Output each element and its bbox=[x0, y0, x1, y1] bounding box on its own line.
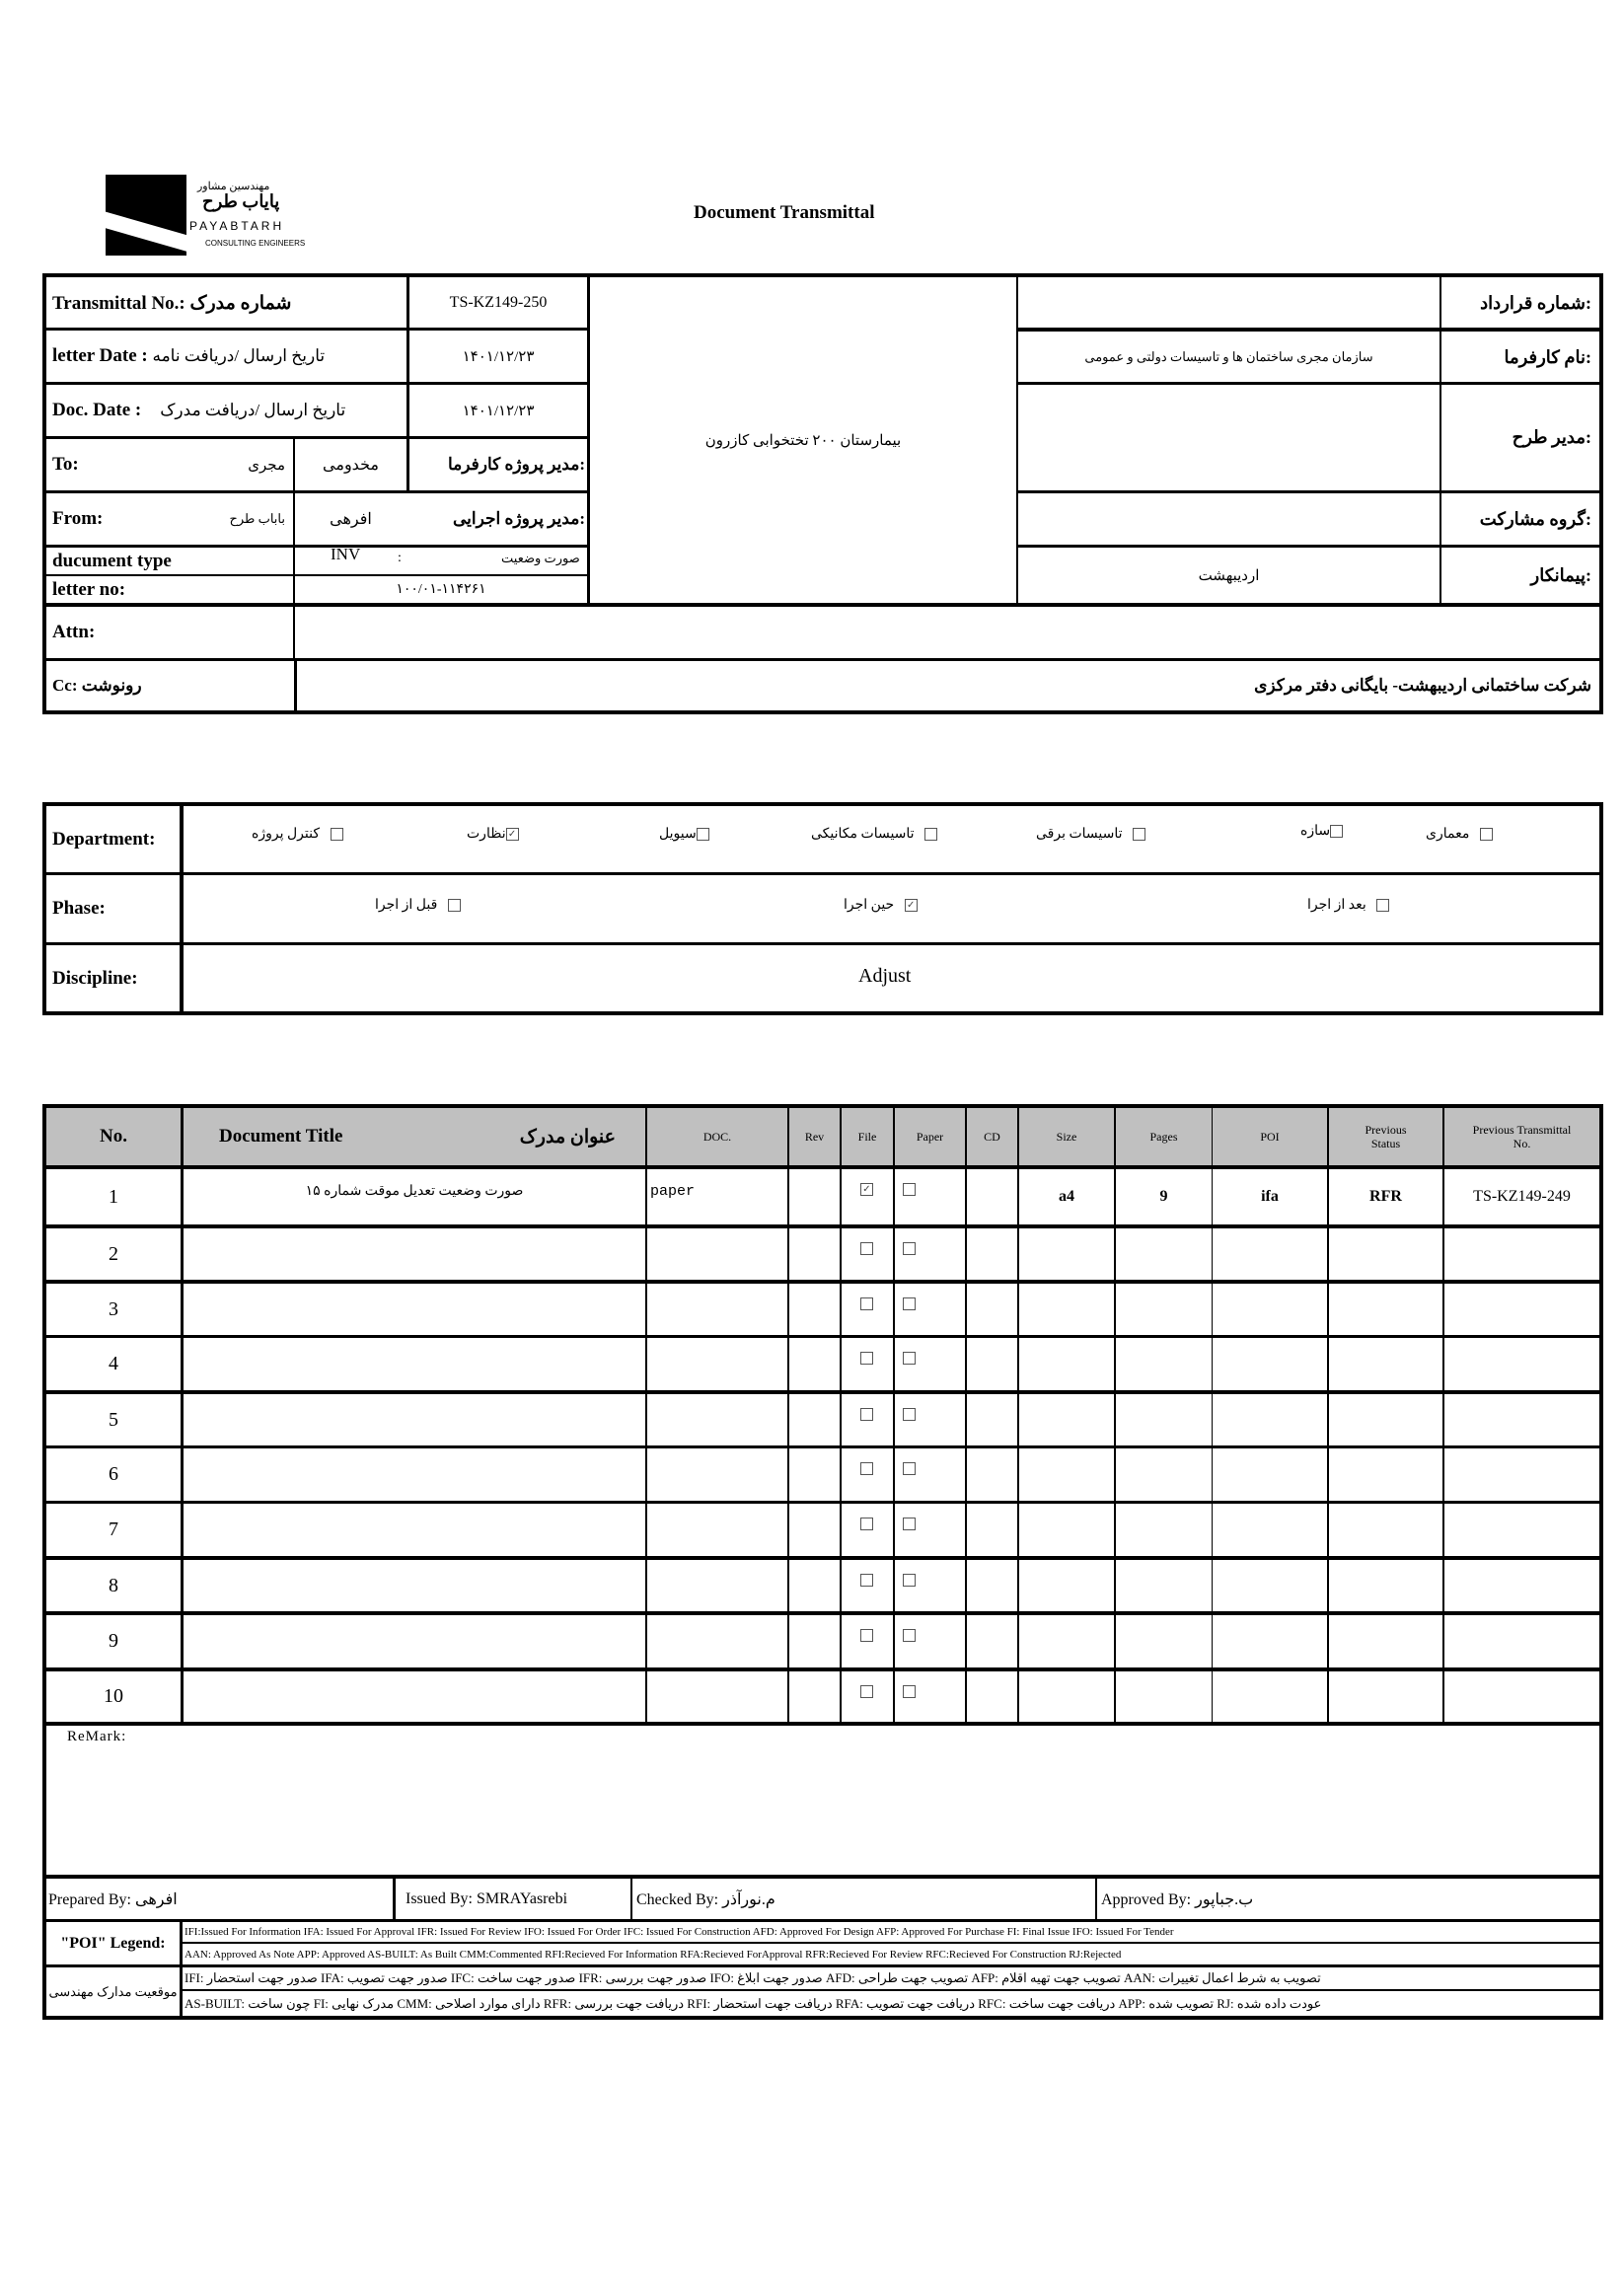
contractor-value: اردیبهشت bbox=[1198, 567, 1260, 584]
cell-doc bbox=[647, 1615, 787, 1667]
cell-prev-status bbox=[1329, 1448, 1442, 1501]
attn-label: Attn: bbox=[52, 622, 96, 642]
cell-title bbox=[184, 1671, 645, 1722]
cell-paper[interactable] bbox=[895, 1448, 965, 1501]
cell-rev bbox=[789, 1671, 840, 1722]
cell-cd bbox=[967, 1448, 1017, 1501]
cell-paper[interactable] bbox=[895, 1338, 965, 1390]
logo-farsi-name: پایاب طرح bbox=[202, 191, 280, 211]
checkbox-icon[interactable] bbox=[1376, 899, 1389, 912]
col-header-no: No. bbox=[100, 1126, 127, 1147]
cell-no: 7 bbox=[109, 1518, 118, 1540]
checkbox-icon[interactable] bbox=[860, 1408, 873, 1421]
cell-no: 1 bbox=[109, 1185, 118, 1208]
to-value: مجری bbox=[248, 457, 285, 474]
cell-size bbox=[1019, 1615, 1114, 1667]
contract-no-value bbox=[1018, 277, 1439, 329]
col-header-file: File bbox=[857, 1129, 877, 1144]
cell-prev-status: RFR bbox=[1369, 1188, 1402, 1205]
cell-title: صورت وضعیت تعدیل موقت شماره ۱۵ bbox=[305, 1184, 524, 1199]
cell-paper[interactable] bbox=[895, 1560, 965, 1611]
col-header-title-en: Document Title bbox=[219, 1126, 343, 1147]
cell-rev bbox=[789, 1169, 840, 1224]
cell-prev-transmittal bbox=[1444, 1560, 1599, 1611]
attn-value bbox=[297, 607, 1599, 658]
cell-paper[interactable] bbox=[895, 1169, 965, 1224]
plan-manager-label: مدیر طرح: bbox=[1512, 427, 1591, 447]
issued-by: Issued By: SMRAYasrebi bbox=[406, 1889, 568, 1907]
cell-doc bbox=[647, 1338, 787, 1390]
cell-prev-transmittal: TS-KZ149-249 bbox=[1473, 1188, 1571, 1205]
col-header-pages: Pages bbox=[1149, 1129, 1178, 1144]
checkbox-checked-icon[interactable]: ✓ bbox=[905, 899, 918, 912]
cell-prev-transmittal bbox=[1444, 1338, 1599, 1390]
col-header-size: Size bbox=[1056, 1129, 1077, 1144]
col-header-rev: Rev bbox=[804, 1129, 825, 1144]
cell-pages bbox=[1116, 1504, 1212, 1556]
checkbox-icon[interactable] bbox=[1480, 828, 1493, 841]
department-option-supervision[interactable]: ✓نظارت bbox=[467, 826, 519, 843]
cell-size bbox=[1019, 1504, 1114, 1556]
cell-pages bbox=[1116, 1615, 1212, 1667]
page-title: Document Transmittal bbox=[694, 202, 875, 223]
cell-prev-status bbox=[1329, 1228, 1442, 1280]
cell-poi bbox=[1213, 1394, 1327, 1445]
department-label: Department: bbox=[52, 828, 156, 850]
approved-by: Approved By: ب.جباپور bbox=[1101, 1890, 1254, 1908]
department-option-civil[interactable]: سیویل bbox=[659, 826, 709, 843]
cell-prev-transmittal bbox=[1444, 1615, 1599, 1667]
cc-value: شرکت ساختمانی اردیبهشت- بایگانی دفتر مرکزی bbox=[1254, 676, 1591, 695]
letter-date-value: ۱۴۰۱/۱۲/۲۳ bbox=[462, 348, 535, 365]
client-pm-label: مدیر پروژه کارفرما: bbox=[447, 455, 585, 474]
cell-cd bbox=[967, 1228, 1017, 1280]
cell-no: 5 bbox=[109, 1408, 118, 1431]
contractor-label: پیمانکار: bbox=[1530, 564, 1591, 585]
cell-file[interactable] bbox=[842, 1228, 893, 1280]
location-legend-line-1: IFI: صدور جهت استحضار IFA: صدور جهت تصویب IFC: صدور جهت ساخت IFR: صدور جهت بررسی IFO: صدور جهت ابلاغ AFD: تصویب جهت طراحی AFP: تصویب جهت تهیه اقلام AAN: تصویب به شرط اعمال تغییرات bbox=[185, 1970, 1321, 1985]
project-name: بیمارستان ۲۰۰ تختخوابی کازرون bbox=[704, 432, 902, 449]
discipline-value: Adjust bbox=[858, 965, 912, 987]
cell-no: 6 bbox=[109, 1463, 118, 1485]
cell-pages bbox=[1116, 1228, 1212, 1280]
cell-pages bbox=[1116, 1338, 1212, 1390]
cell-rev bbox=[789, 1228, 840, 1280]
cell-cd bbox=[967, 1615, 1017, 1667]
to-person: مخدومی bbox=[323, 457, 379, 474]
cell-size bbox=[1019, 1284, 1114, 1335]
cell-file[interactable] bbox=[842, 1169, 893, 1224]
cell-prev-transmittal bbox=[1444, 1284, 1599, 1335]
cell-doc bbox=[647, 1448, 787, 1501]
cell-no: 10 bbox=[104, 1685, 123, 1707]
cell-cd bbox=[967, 1169, 1017, 1224]
cell-pages bbox=[1116, 1284, 1212, 1335]
cell-size bbox=[1019, 1560, 1114, 1611]
cell-prev-status bbox=[1329, 1560, 1442, 1611]
cell-cd bbox=[967, 1338, 1017, 1390]
cc-label: Cc: رونوشت bbox=[52, 676, 142, 695]
phase-option-after[interactable]: بعد از اجرا bbox=[1307, 897, 1389, 914]
cell-pages bbox=[1116, 1671, 1212, 1722]
department-option-electrical[interactable]: تاسیسات برقی bbox=[1036, 826, 1145, 843]
exec-pm-label: مدیر پروژه اجرایی: bbox=[453, 509, 585, 528]
poi-legend-line-1: IFI:Issued For Information IFA: Issued For Approval IFR: Issued For Review IFO: Issued For Order IFC: Issued For Construction AFD: Approved For Design AFP: Approved For Purchase FI: Final Issue IFO: Issued For Tender bbox=[185, 1926, 1174, 1938]
cell-title bbox=[184, 1394, 645, 1445]
cell-prev-transmittal bbox=[1444, 1671, 1599, 1722]
cell-title bbox=[184, 1338, 645, 1390]
checkbox-icon[interactable] bbox=[903, 1242, 916, 1255]
checkbox-checked-icon[interactable]: ✓ bbox=[860, 1183, 873, 1196]
phase-option-during[interactable]: ✓ حین اجرا bbox=[844, 897, 918, 914]
logo-farsi-top: مهندسین مشاور bbox=[197, 181, 270, 192]
checkbox-icon[interactable] bbox=[860, 1352, 873, 1365]
checkbox-checked-icon[interactable]: ✓ bbox=[506, 828, 519, 841]
checkbox-icon[interactable] bbox=[697, 828, 709, 841]
cell-paper[interactable] bbox=[895, 1504, 965, 1556]
cell-poi bbox=[1213, 1284, 1327, 1335]
phase-option-before[interactable]: قبل از اجرا bbox=[375, 897, 461, 914]
cell-doc bbox=[647, 1671, 787, 1722]
doc-date-label-fa: تاریخ ارسال /دریافت مدرک bbox=[160, 401, 346, 419]
cell-file[interactable] bbox=[842, 1504, 893, 1556]
letter-date-label-fa: تاریخ ارسال /دریافت نامه bbox=[152, 346, 326, 365]
cell-pages bbox=[1116, 1448, 1212, 1501]
letter-no-value: ۱۰۰/۰۱-۱۱۴۲۶۱ bbox=[396, 582, 486, 597]
doc-date-label bbox=[46, 385, 406, 436]
checkbox-icon[interactable] bbox=[860, 1685, 873, 1698]
cell-paper[interactable] bbox=[895, 1394, 965, 1445]
logo-tagline: CONSULTING ENGINEERS bbox=[205, 239, 306, 248]
col-header-doc: DOC. bbox=[702, 1129, 732, 1144]
cell-size bbox=[1019, 1338, 1114, 1390]
cell-paper[interactable] bbox=[895, 1284, 965, 1335]
remark-label: ReMark: bbox=[67, 1729, 127, 1744]
cell-rev bbox=[789, 1284, 840, 1335]
logo-mark-icon bbox=[106, 175, 186, 256]
cell-prev-status bbox=[1329, 1504, 1442, 1556]
cell-cd bbox=[967, 1560, 1017, 1611]
cell-poi bbox=[1213, 1338, 1327, 1390]
cell-prev-transmittal bbox=[1444, 1228, 1599, 1280]
cell-file[interactable] bbox=[842, 1394, 893, 1445]
col-header-poi: POI bbox=[1260, 1129, 1280, 1144]
cell-poi bbox=[1213, 1504, 1327, 1556]
cell-prev-status bbox=[1329, 1615, 1442, 1667]
cell-prev-status bbox=[1329, 1394, 1442, 1445]
checkbox-icon[interactable] bbox=[924, 828, 937, 841]
letter-date-label-en: letter Date : bbox=[52, 345, 148, 366]
company-logo bbox=[99, 168, 326, 261]
from-value: باباب طرح bbox=[229, 511, 285, 526]
cell-size: a4 bbox=[1059, 1188, 1074, 1205]
department-option-project-control[interactable]: کنترل پروژه bbox=[252, 826, 343, 843]
checkbox-icon[interactable] bbox=[860, 1462, 873, 1475]
cell-title bbox=[184, 1560, 645, 1611]
from-person: افرهی bbox=[330, 511, 372, 528]
cell-doc bbox=[647, 1504, 787, 1556]
cell-prev-transmittal bbox=[1444, 1394, 1599, 1445]
location-legend-line-2: AS-BUILT: چون ساخت FI: مدرک نهایی CMM: دارای موارد اصلاحی RFR: دریافت جهت بررسی RFI: دریافت جهت استحضار RFA: دریافت جهت تصویب RFC: دریافت جهت ساخت APP: تصویب شده RJ: عودت داده شده bbox=[185, 1996, 1322, 2011]
cell-pages: 9 bbox=[1159, 1188, 1168, 1205]
cell-title bbox=[184, 1448, 645, 1501]
client-label: نام کارفرما: bbox=[1504, 346, 1591, 367]
col-header-cd: CD bbox=[984, 1129, 1000, 1144]
cell-no: 9 bbox=[109, 1630, 118, 1652]
checkbox-icon[interactable] bbox=[903, 1518, 916, 1530]
checkbox-icon[interactable] bbox=[860, 1518, 873, 1530]
doc-type-value: INV bbox=[331, 545, 361, 563]
cell-rev bbox=[789, 1448, 840, 1501]
doc-type-separator: : bbox=[398, 551, 402, 565]
cell-doc: paper bbox=[650, 1183, 696, 1200]
poi-legend-line-2: AAN: Approved As Note APP: Approved AS-BUILT: As Built CMM:Commented RFI:Recieved For Information RFA:Recieved ForApproval RFR:Recieved For Review RFC:Recieved For Construction RJ:Rejected bbox=[185, 1948, 1122, 1961]
cell-doc bbox=[647, 1284, 787, 1335]
checked-by: Checked By: م.نورآذر bbox=[636, 1890, 775, 1908]
cell-paper[interactable] bbox=[895, 1228, 965, 1280]
cell-prev-status bbox=[1329, 1338, 1442, 1390]
cell-poi bbox=[1213, 1615, 1327, 1667]
cell-poi bbox=[1213, 1560, 1327, 1611]
from-label: From: bbox=[52, 508, 104, 529]
partner-group-value bbox=[1018, 493, 1439, 545]
location-legend-label: موقعیت مدارک مهندسی bbox=[48, 1984, 178, 1999]
transmittal-no-label: Transmittal No.: شماره مدرک bbox=[52, 292, 292, 314]
cell-poi bbox=[1213, 1671, 1327, 1722]
letter-date-label bbox=[46, 331, 406, 382]
col-header-title bbox=[184, 1108, 645, 1165]
col-header-prev-status: Previous Status bbox=[1365, 1123, 1407, 1150]
cell-cd bbox=[967, 1394, 1017, 1445]
cell-file[interactable] bbox=[842, 1338, 893, 1390]
cell-cd bbox=[967, 1504, 1017, 1556]
checkbox-icon[interactable] bbox=[860, 1629, 873, 1642]
checkbox-icon[interactable] bbox=[903, 1629, 916, 1642]
plan-manager-value bbox=[1018, 385, 1439, 490]
cell-prev-status bbox=[1329, 1671, 1442, 1722]
phase-label: Phase: bbox=[52, 898, 106, 919]
department-option-structure[interactable]: سازه bbox=[1300, 823, 1343, 840]
checkbox-icon[interactable] bbox=[1330, 825, 1343, 838]
cell-pages bbox=[1116, 1394, 1212, 1445]
checkbox-icon[interactable] bbox=[331, 828, 343, 841]
department-option-mechanical[interactable]: تاسیسات مکانیکی bbox=[811, 826, 937, 843]
cell-poi bbox=[1213, 1228, 1327, 1280]
checkbox-icon[interactable] bbox=[903, 1462, 916, 1475]
cell-cd bbox=[967, 1671, 1017, 1722]
col-header-paper: Paper bbox=[916, 1129, 944, 1144]
checkbox-icon[interactable] bbox=[903, 1685, 916, 1698]
checkbox-icon[interactable] bbox=[860, 1297, 873, 1310]
doc-date-value: ۱۴۰۱/۱۲/۲۳ bbox=[462, 403, 535, 419]
cell-file[interactable] bbox=[842, 1448, 893, 1501]
cell-rev bbox=[789, 1504, 840, 1556]
cell-no: 8 bbox=[109, 1574, 118, 1596]
doc-date-label-en: Doc. Date : bbox=[52, 400, 142, 420]
cell-size bbox=[1019, 1448, 1114, 1501]
checkbox-icon[interactable] bbox=[903, 1297, 916, 1310]
cell-poi: ifa bbox=[1261, 1188, 1279, 1205]
cell-size bbox=[1019, 1394, 1114, 1445]
checkbox-icon[interactable] bbox=[903, 1352, 916, 1365]
cell-rev bbox=[789, 1394, 840, 1445]
cell-size bbox=[1019, 1671, 1114, 1722]
cell-no: 2 bbox=[109, 1242, 118, 1265]
cell-cd bbox=[967, 1284, 1017, 1335]
cell-file[interactable] bbox=[842, 1560, 893, 1611]
logo-latin-name: PAYABTARH bbox=[189, 219, 285, 233]
cell-paper[interactable] bbox=[895, 1615, 965, 1667]
cell-doc bbox=[647, 1394, 787, 1445]
cell-no: 4 bbox=[109, 1353, 118, 1374]
letter-no-label: letter no: bbox=[52, 578, 126, 600]
discipline-label: Discipline: bbox=[52, 967, 138, 989]
col-header-prev-transmittal: Previous Transmittal No. bbox=[1472, 1123, 1572, 1150]
cell-rev bbox=[789, 1560, 840, 1611]
checkbox-icon[interactable] bbox=[860, 1574, 873, 1587]
poi-legend-label: "POI" Legend: bbox=[60, 1934, 166, 1952]
checkbox-icon[interactable] bbox=[903, 1408, 916, 1421]
checkbox-icon[interactable] bbox=[1133, 828, 1145, 841]
cell-file[interactable] bbox=[842, 1671, 893, 1722]
cell-title bbox=[184, 1615, 645, 1667]
cell-file[interactable] bbox=[842, 1284, 893, 1335]
transmittal-no-value: TS-KZ149-250 bbox=[449, 294, 548, 311]
cell-no: 3 bbox=[109, 1297, 118, 1320]
prepared-by: Prepared By: افرهی bbox=[48, 1890, 178, 1908]
cell-title bbox=[184, 1504, 645, 1556]
remark-field[interactable] bbox=[46, 1751, 1599, 1870]
cell-prev-transmittal bbox=[1444, 1448, 1599, 1501]
cell-paper[interactable] bbox=[895, 1671, 965, 1722]
cell-prev-transmittal bbox=[1444, 1504, 1599, 1556]
cell-file[interactable] bbox=[842, 1615, 893, 1667]
to-label: To: bbox=[52, 454, 79, 475]
doc-type-fa: صورت وضعیت bbox=[501, 551, 580, 565]
cell-doc bbox=[647, 1228, 787, 1280]
client-value: سازمان مجری ساختمان ها و تاسیسات دولتی و عمومی bbox=[1084, 349, 1373, 364]
checkbox-icon[interactable] bbox=[903, 1574, 916, 1587]
cell-rev bbox=[789, 1338, 840, 1390]
cell-prev-status bbox=[1329, 1284, 1442, 1335]
cell-rev bbox=[789, 1615, 840, 1667]
checkbox-icon[interactable] bbox=[448, 899, 461, 912]
cell-size bbox=[1019, 1228, 1114, 1280]
cell-poi bbox=[1213, 1448, 1327, 1501]
department-option-architecture[interactable]: معماری bbox=[1426, 826, 1493, 843]
cell-title bbox=[184, 1284, 645, 1335]
checkbox-icon[interactable] bbox=[903, 1183, 916, 1196]
contract-no-label: شماره قرارداد: bbox=[1480, 292, 1591, 313]
cell-pages bbox=[1116, 1560, 1212, 1611]
cell-doc bbox=[647, 1560, 787, 1611]
cell-title bbox=[184, 1228, 645, 1280]
partner-group-label: گروه مشارکت: bbox=[1479, 508, 1591, 529]
col-header-title-fa: عنوان مدرک bbox=[519, 1126, 616, 1148]
checkbox-icon[interactable] bbox=[860, 1242, 873, 1255]
doc-type-label: ducument type bbox=[52, 550, 172, 571]
